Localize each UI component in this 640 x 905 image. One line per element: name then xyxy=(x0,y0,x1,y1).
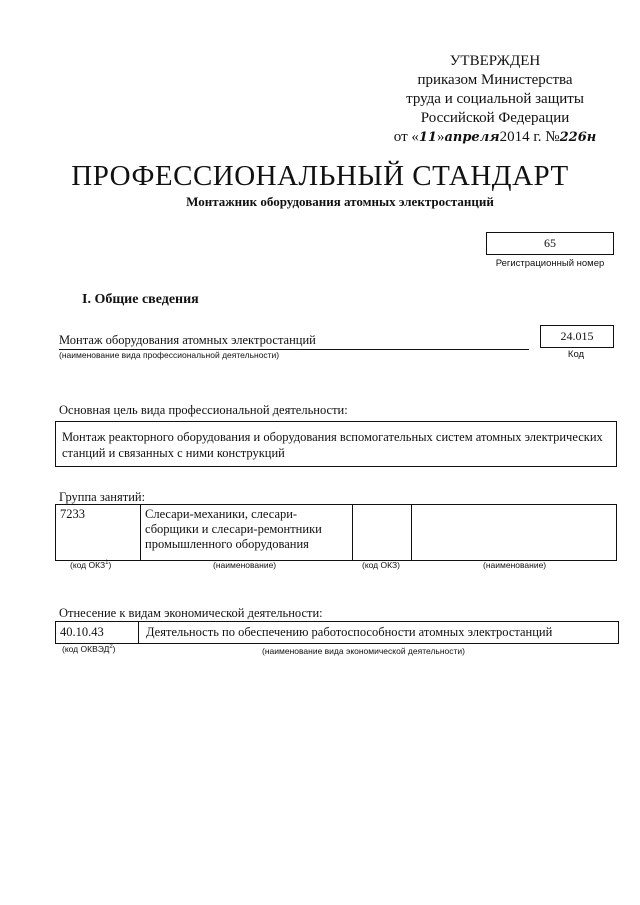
approval-line-federation: Российской Федерации xyxy=(420,110,570,126)
caption-okz-code-2: (код ОКЗ) xyxy=(362,560,400,570)
registration-number-label: Регистрационный номер xyxy=(495,258,605,269)
document-subtitle: Монтажник оборудования атомных электростанций xyxy=(186,194,494,209)
occupation-group-table xyxy=(55,504,617,561)
group-name2-cell xyxy=(412,505,617,561)
group-label: Группа занятий: xyxy=(59,490,146,504)
date-prefix: от « xyxy=(393,129,419,145)
order-number: 226н xyxy=(559,130,597,145)
approval-line-ministry: приказом Министерства xyxy=(417,72,573,88)
activity-caption: (наименование вида профессиональной деятельности) xyxy=(59,350,280,360)
group-code-cell: 7233 xyxy=(56,505,141,561)
okved-row xyxy=(55,621,619,644)
okved-name: Деятельность по обеспечению работоспособности атомных электростанций xyxy=(146,625,553,639)
table-row xyxy=(56,505,617,561)
caption-occupation-name-2: (наименование) xyxy=(483,560,547,570)
approval-block xyxy=(380,52,610,147)
caption-okz-code: (код ОКЗ$^1$) xyxy=(70,560,112,570)
activity-name: Монтаж оборудования атомных электростанций xyxy=(59,333,529,350)
economic-activity-label: Отнесение к видам экономической деятельности: xyxy=(59,606,323,620)
section-heading: I. Общие сведения xyxy=(82,292,199,307)
date-day: 11 xyxy=(418,130,437,145)
activity-code-label: Код xyxy=(567,349,585,360)
caption-okved-name: (наименование вида экономической деятельности) xyxy=(262,646,465,656)
activity-code-box: 24.015 xyxy=(540,325,614,348)
registration-number-box: 65 xyxy=(486,232,614,255)
approval-date-line xyxy=(380,128,610,147)
approval-line-labor: труда и социальной защиты xyxy=(406,91,584,107)
goal-text-box: Монтаж реакторного оборудования и оборудования вспомогательных систем атомных электрических станций и связанных с ними конструкций xyxy=(55,421,617,467)
document-title: ПРОФЕССИОНАЛЬНЫЙ СТАНДАРТ xyxy=(71,160,569,192)
date-year: 2014 г. № xyxy=(499,129,560,145)
group-code2-cell xyxy=(353,505,412,561)
approval-title: УТВЕРЖДЕН xyxy=(449,53,541,69)
date-mid: » xyxy=(436,129,445,145)
goal-label: Основная цель вида профессиональной деятельности: xyxy=(59,403,348,417)
caption-okved-code: (код ОКВЭД$^2$) xyxy=(62,644,116,654)
group-name-cell: Слесари-механики, слесари-сборщики и слесари-ремонтники промышленного оборудования xyxy=(141,505,353,561)
date-month: апреля xyxy=(444,130,500,145)
caption-occupation-name: (наименование) xyxy=(213,560,277,570)
okved-code: 40.10.43 xyxy=(56,622,139,643)
